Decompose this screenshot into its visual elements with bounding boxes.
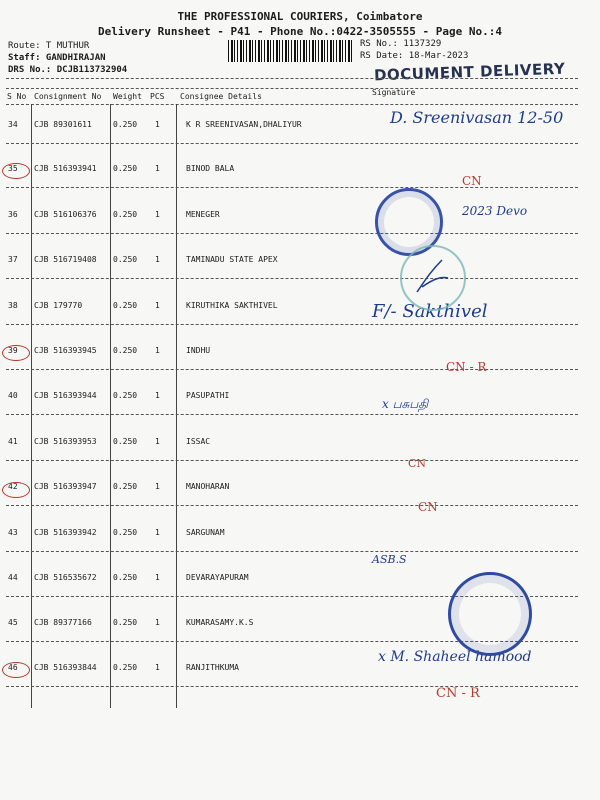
row-weight: 0.250 [113,618,138,627]
serial-circle-mark [2,662,30,678]
extra-mark: CN - R [436,686,480,701]
row-weight: 0.250 [113,573,138,582]
row-consignee: INDHU [186,346,211,355]
row-weight: 0.250 [113,164,138,173]
serial-circle-mark [2,163,30,179]
row-pcs: 1 [155,437,160,446]
row-sno: 39 [8,346,18,355]
row-pcs: 1 [155,210,160,219]
col-consignment-header: Consignment No [34,92,102,101]
row-weight: 0.250 [113,301,138,310]
row-consignment-no: CJB 516106376 [34,210,97,219]
row-pcs: 1 [155,482,160,491]
row-weight: 0.250 [113,120,138,129]
rs-number: RS No.: 1137329 [360,39,442,49]
row-weight: 0.250 [113,663,138,672]
row-consignee: K R SREENIVASAN,DHALIYUR [186,120,302,129]
row-consignee: TAMINADU STATE APEX [186,255,278,264]
column-line [176,104,177,708]
row-sno: 41 [8,437,18,446]
row-divider [6,233,578,234]
row-consignment-no: CJB 516393942 [34,528,97,537]
row-pcs: 1 [155,120,160,129]
row-signature: CN - R [446,360,487,374]
row-consignee: MANOHARAN [186,482,230,491]
row-consignee: SARGUNAM [186,528,225,537]
seal-scribble-icon [412,252,452,297]
row-sno: 40 [8,391,18,400]
row-weight: 0.250 [113,346,138,355]
row-sno: 46 [8,663,18,672]
row-weight: 0.250 [113,528,138,537]
col-consignee-header: Consignee Details [180,92,262,101]
serial-circle-mark [2,482,30,498]
row-signature: D. Sreenivasan 12-50 [390,108,564,127]
row-consignee: PASUPATHI [186,391,230,400]
row-signature: 2023 Devo [462,204,528,218]
row-divider [6,414,578,415]
row-pcs: 1 [155,255,160,264]
row-consignee: ISSAC [186,437,211,446]
row-consignee: KUMARASAMY.K.S [186,618,254,627]
row-divider [6,187,578,188]
row-weight: 0.250 [113,391,138,400]
row-consignment-no: CJB 516393945 [34,346,97,355]
row-divider [6,551,578,552]
row-consignee: KIRUTHIKA SAKTHIVEL [186,301,278,310]
row-divider [6,369,578,370]
row-pcs: 1 [155,663,160,672]
row-signature: CN [418,500,438,514]
column-line [31,104,32,708]
row-divider [6,278,578,279]
row-sno: 42 [8,482,18,491]
row-consignment-no: CJB 516535672 [34,573,97,582]
row-divider [6,143,578,144]
row-consignment-no: CJB 516393844 [34,663,97,672]
col-weight-header: Weight [113,92,142,101]
header-divider [6,88,578,89]
row-consignment-no: CJB 516393944 [34,391,97,400]
row-sno: 34 [8,120,18,129]
row-consignment-no: CJB 516393941 [34,164,97,173]
row-consignment-no: CJB 89377166 [34,618,92,627]
row-weight: 0.250 [113,210,138,219]
row-weight: 0.250 [113,482,138,491]
row-signature: CN [462,174,482,188]
row-consignment-no: CJB 516393953 [34,437,97,446]
row-consignment-no: CJB 179770 [34,301,83,310]
row-pcs: 1 [155,301,160,310]
row-sno: 44 [8,573,18,582]
bank-seal [448,572,532,656]
row-pcs: 1 [155,391,160,400]
row-pcs: 1 [155,618,160,627]
row-signature: CN [408,457,427,470]
row-weight: 0.250 [113,255,138,264]
row-consignment-no: CJB 89301611 [34,120,92,129]
row-consignee: DEVARAYAPURAM [186,573,249,582]
row-sno: 45 [8,618,18,627]
row-divider [6,686,578,687]
drs-number: DRS No.: DCJB113732904 [8,65,128,75]
runsheet-title: Delivery Runsheet - P41 - Phone No.:0422-3505555 - Page No.:4 [98,25,502,38]
row-signature: F/- Sakthivel [372,301,488,322]
serial-circle-mark [2,345,30,361]
row-sno: 38 [8,301,18,310]
header-divider [6,78,578,79]
row-signature: x M. Shaheel hamood [378,649,532,665]
row-divider [6,460,578,461]
rs-date: RS Date: 18-Mar-2023 [360,51,469,61]
barcode [228,40,352,62]
row-consignment-no: CJB 516719408 [34,255,97,264]
row-sno: 36 [8,210,18,219]
row-weight: 0.250 [113,437,138,446]
row-signature: x பசுபதி [382,397,429,411]
row-consignee: MENEGER [186,210,220,219]
row-pcs: 1 [155,346,160,355]
row-pcs: 1 [155,164,160,173]
row-divider [6,324,578,325]
row-signature: ASB.S [372,553,407,566]
row-pcs: 1 [155,573,160,582]
row-sno: 43 [8,528,18,537]
col-sno-header: S No [7,92,27,101]
row-sno: 37 [8,255,18,264]
col-pcs-header: PCS [150,92,165,101]
document-delivery-stamp: DOCUMENT DELIVERY [373,59,566,85]
row-pcs: 1 [155,528,160,537]
company-title: THE PROFESSIONAL COURIERS, Coimbatore [177,10,423,23]
row-consignee: RANJITHKUMA [186,663,239,672]
row-consignee: BINOD BALA [186,164,235,173]
header-divider [6,104,578,105]
row-sno: 35 [8,164,18,173]
column-line [110,104,111,708]
row-divider [6,505,578,506]
col-signature-header: Signature [372,88,416,97]
row-consignment-no: CJB 516393947 [34,482,97,491]
route-label: Route: T MUTHUR [8,41,90,51]
staff-label: Staff: GANDHIRAJAN [8,53,106,63]
